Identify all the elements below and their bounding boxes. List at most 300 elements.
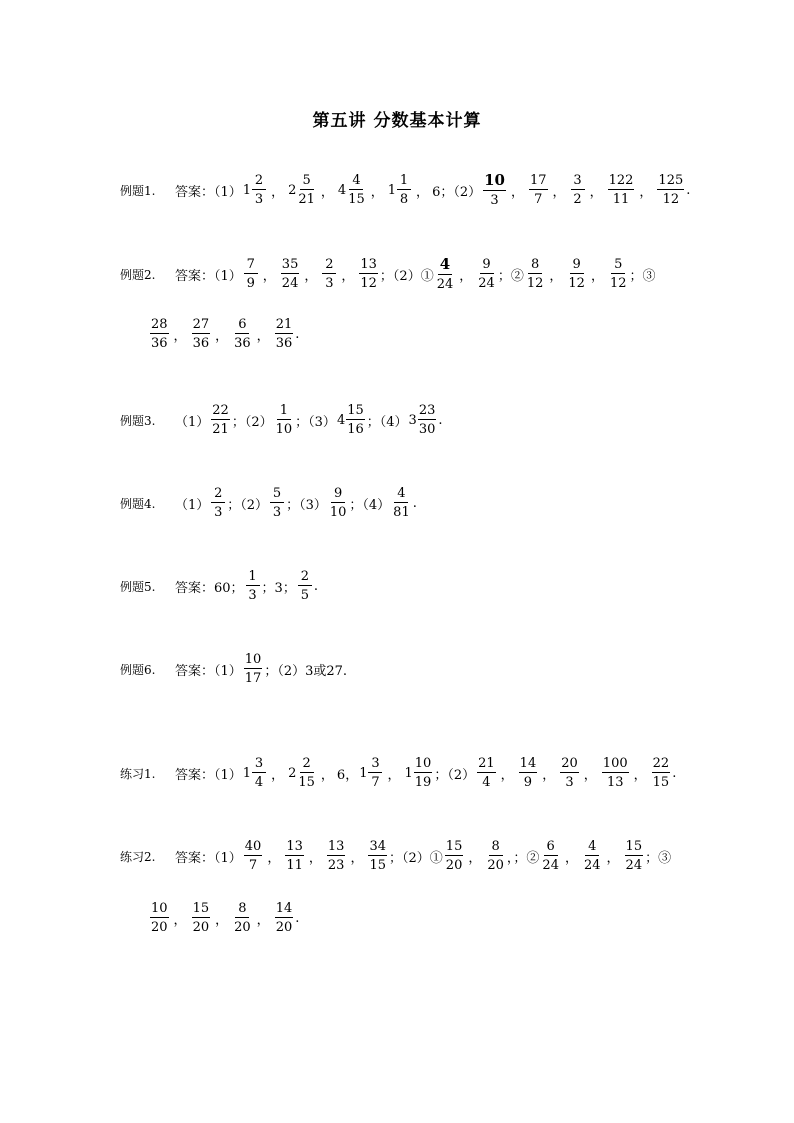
separator: ， — [549, 268, 563, 284]
denominator: 23 — [327, 858, 345, 873]
denominator: 10 — [329, 505, 347, 520]
numerator: 122 — [608, 173, 634, 188]
denominator: 7 — [371, 775, 380, 790]
numerator: 23 — [418, 403, 436, 418]
fraction-stack — [414, 757, 433, 789]
mixed-number — [242, 174, 268, 206]
answer-text: 答案：（1） — [175, 767, 242, 783]
denominator: 12 — [360, 276, 377, 291]
denominator: 12 — [568, 276, 585, 291]
fraction — [434, 257, 457, 291]
numerator: 21 — [275, 317, 293, 332]
numerator: 3 — [252, 757, 266, 773]
answer-text: ；（2） — [434, 767, 476, 783]
answer-text: . — [295, 326, 300, 342]
mixed-number — [242, 757, 268, 789]
fraction-stack — [571, 174, 585, 206]
fraction-stack — [252, 757, 266, 789]
denominator: 10 — [275, 422, 293, 437]
answer-text: . — [295, 910, 300, 926]
fraction-stack — [281, 258, 300, 290]
fraction-stack — [359, 258, 378, 290]
numerator: 40 — [244, 839, 262, 854]
answer-text: ；（2） — [231, 414, 273, 430]
separator: ， — [271, 184, 285, 200]
fraction — [607, 258, 630, 290]
fraction-stack — [329, 487, 348, 519]
numerator: 3 — [571, 174, 585, 190]
denominator: 20 — [445, 858, 463, 873]
numerator: 9 — [480, 258, 494, 274]
fraction — [244, 570, 262, 602]
mixed-number — [287, 757, 318, 789]
fraction-stack — [608, 174, 635, 206]
answer-text: 答案：（1） — [175, 850, 242, 866]
denominator: 21 — [298, 192, 315, 207]
numerator: 100 — [602, 756, 628, 771]
answer-text: ；（2） — [227, 497, 269, 513]
mixed-number — [358, 757, 384, 789]
fraction-stack — [211, 487, 225, 519]
answer-text: ；（3） — [286, 497, 327, 513]
mixed-number — [387, 174, 413, 206]
answer-line — [120, 400, 443, 440]
denominator: 3 — [272, 505, 282, 520]
numerator: 2 — [211, 487, 225, 503]
fraction-stack — [657, 174, 684, 206]
separator: ， — [590, 268, 604, 284]
fraction — [581, 840, 604, 872]
whole-part: 1 — [242, 765, 252, 781]
fraction-stack — [298, 570, 312, 602]
denominator: 36 — [234, 336, 251, 351]
answer-text: ；（2）① — [389, 850, 443, 866]
mixed-number — [408, 404, 439, 436]
denominator: 24 — [542, 858, 559, 873]
problem-label: 练习1. — [120, 766, 156, 781]
numerator: 15 — [445, 839, 463, 854]
answer-line — [120, 254, 656, 294]
numerator: 5 — [611, 258, 625, 274]
fraction — [242, 258, 260, 290]
fraction-stack — [368, 840, 387, 872]
answer-line — [120, 649, 347, 689]
answer-line-continuation — [148, 898, 299, 938]
fraction-stack — [285, 840, 304, 872]
fraction — [209, 487, 227, 519]
numerator: 20 — [561, 756, 578, 771]
separator: ， — [173, 912, 187, 928]
fraction — [231, 318, 254, 350]
problem-label: 练习2. — [120, 849, 156, 864]
denominator: 11 — [286, 858, 303, 873]
fraction — [242, 653, 265, 685]
fraction-stack — [347, 174, 366, 206]
separator: ， — [606, 850, 620, 866]
whole-part: 2 — [288, 765, 297, 781]
numerator: 2 — [300, 757, 314, 773]
separator: ， — [215, 912, 229, 928]
fraction-stack — [297, 757, 316, 789]
denominator: 24 — [478, 276, 495, 291]
problem-label: 例题4. — [120, 496, 156, 511]
denominator: 36 — [275, 336, 293, 351]
fraction-stack — [246, 570, 260, 602]
separator: ， — [271, 767, 285, 783]
fraction-stack — [297, 174, 316, 206]
answer-line — [120, 483, 417, 523]
fraction — [273, 404, 296, 436]
fraction-stack — [327, 840, 346, 872]
numerator: 17 — [530, 173, 547, 188]
separator: ， — [350, 850, 364, 866]
numerator: 22 — [652, 756, 670, 771]
fraction — [327, 487, 350, 519]
denominator: 24 — [436, 277, 454, 292]
separator: ， — [370, 184, 384, 200]
answer-text: ；（2）3或27. — [264, 663, 348, 679]
fraction-stack — [192, 318, 211, 350]
separator: ， — [564, 850, 578, 866]
fraction-stack — [244, 653, 263, 685]
fraction-stack — [436, 257, 455, 291]
fraction — [475, 258, 498, 290]
whole-part: 2 — [288, 182, 297, 198]
fraction-stack — [322, 258, 336, 290]
fraction — [539, 840, 562, 872]
answer-text: . — [672, 765, 677, 781]
numerator: 10 — [151, 901, 168, 916]
answer-text: . — [412, 495, 417, 511]
fraction — [517, 757, 540, 789]
mixed-number — [337, 174, 368, 206]
numerator: 8 — [235, 902, 249, 918]
whole-part: 4 — [336, 412, 346, 428]
fraction-stack — [483, 173, 506, 207]
denominator: 20 — [275, 920, 293, 935]
whole-part: 1 — [242, 182, 252, 198]
denominator: 19 — [414, 775, 432, 790]
separator: ， — [633, 767, 647, 783]
denominator: 81 — [393, 505, 410, 520]
fraction-stack — [211, 404, 230, 436]
fraction-stack — [418, 404, 437, 436]
answer-line — [120, 836, 671, 876]
whole-part: 4 — [337, 182, 347, 198]
fraction-stack — [486, 840, 505, 872]
numerator: 4 — [585, 840, 599, 856]
answer-text: ；② — [497, 268, 524, 284]
fraction-stack — [652, 757, 671, 789]
fraction-stack — [270, 487, 284, 519]
separator: ， — [500, 767, 514, 783]
numerator: 3 — [368, 757, 382, 773]
fraction — [524, 258, 547, 290]
numerator: 14 — [519, 756, 537, 771]
numerator: 35 — [281, 257, 299, 272]
fraction-stack — [244, 840, 263, 872]
denominator: 15 — [652, 775, 670, 790]
fraction — [209, 404, 232, 436]
denominator: 7 — [248, 858, 258, 873]
denominator: 30 — [418, 422, 436, 437]
fraction — [190, 318, 213, 350]
whole-part: 1 — [359, 765, 368, 781]
fraction — [569, 174, 587, 206]
numerator: 2 — [298, 570, 312, 586]
fraction-stack — [150, 902, 169, 934]
fraction — [650, 757, 673, 789]
fraction-stack — [477, 757, 496, 789]
fraction — [320, 258, 338, 290]
denominator: 15 — [348, 192, 365, 207]
fraction-stack — [275, 404, 294, 436]
numerator: 5 — [270, 487, 284, 503]
denominator: 11 — [612, 192, 630, 207]
fraction — [190, 902, 213, 934]
separator: ， — [256, 328, 270, 344]
separator: ， — [589, 184, 603, 200]
numerator: 125 — [658, 173, 684, 188]
numerator: 34 — [369, 839, 387, 854]
answer-text: 答案：（1） — [175, 184, 242, 200]
fraction — [231, 902, 254, 934]
fraction-stack — [392, 487, 411, 519]
fraction — [558, 757, 581, 789]
fraction-stack — [192, 902, 211, 934]
numerator: 4 — [349, 174, 363, 190]
answer-text: 答案：（1） — [175, 663, 242, 679]
fraction-stack — [244, 258, 258, 290]
separator: ， — [267, 850, 281, 866]
mixed-number — [336, 404, 367, 436]
fraction — [390, 487, 413, 519]
answer-text: ；（4） — [349, 497, 391, 513]
separator: ， — [173, 328, 187, 344]
fraction-stack — [397, 174, 411, 206]
numerator: 22 — [212, 403, 229, 418]
numerator: 1 — [246, 570, 260, 586]
numerator: 14 — [275, 901, 293, 916]
fraction — [273, 902, 296, 934]
answer-text: ；（3） — [295, 414, 336, 430]
denominator: 3 — [214, 505, 223, 520]
denominator: 12 — [609, 276, 627, 291]
denominator: 4 — [482, 775, 491, 790]
fraction — [481, 173, 508, 207]
fraction-stack — [529, 174, 548, 206]
problem-label: 例题3. — [120, 413, 156, 428]
denominator: 24 — [281, 276, 299, 291]
fraction — [296, 570, 314, 602]
denominator: 12 — [526, 276, 544, 291]
separator: ， — [320, 767, 334, 783]
denominator: 9 — [246, 276, 255, 291]
answer-line — [120, 566, 318, 606]
numerator: 9 — [331, 487, 345, 503]
answer-text: （1） — [175, 497, 210, 513]
denominator: 5 — [300, 588, 309, 603]
numerator: 28 — [151, 317, 168, 332]
whole-part: 1 — [404, 765, 413, 781]
fraction-stack — [252, 174, 266, 206]
fraction — [565, 258, 588, 290]
fraction — [443, 840, 466, 872]
numerator: 10 — [414, 756, 432, 771]
separator: ， — [256, 912, 270, 928]
separator: ， — [510, 184, 524, 200]
separator: ， — [262, 268, 276, 284]
fraction — [242, 840, 265, 872]
numerator: 5 — [300, 174, 314, 190]
fraction-stack — [609, 258, 628, 290]
denominator: 21 — [212, 422, 229, 437]
fraction — [484, 840, 507, 872]
answer-text: ，；② — [506, 850, 540, 866]
numerator: 4 — [439, 255, 451, 273]
answer-text: 答案：60； — [175, 580, 244, 596]
fraction-stack — [477, 258, 496, 290]
separator: ， — [416, 184, 430, 200]
answer-line — [120, 753, 676, 793]
fraction-stack — [368, 757, 382, 789]
fraction-stack — [583, 840, 602, 872]
separator: ， — [552, 184, 566, 200]
fraction — [475, 757, 498, 789]
denominator: 3 — [254, 192, 264, 207]
fraction-stack — [233, 318, 252, 350]
denominator: 3 — [248, 588, 257, 603]
numerator: 21 — [478, 756, 495, 771]
fraction-stack — [519, 757, 538, 789]
answer-line — [120, 170, 690, 210]
denominator: 15 — [369, 858, 387, 873]
fraction-stack — [541, 840, 560, 872]
denominator: 4 — [254, 775, 264, 790]
fraction-stack — [346, 404, 365, 436]
fraction — [655, 174, 686, 206]
answer-text: ；（2）① — [379, 268, 434, 284]
numerator: 1 — [277, 404, 291, 420]
separator: ， — [304, 268, 318, 284]
numerator: 10 — [484, 171, 505, 189]
denominator: 9 — [523, 775, 533, 790]
page-title: 第五讲 分数基本计算 — [312, 111, 482, 131]
separator: ， — [542, 767, 556, 783]
denominator: 15 — [298, 775, 315, 790]
denominator: 36 — [192, 336, 210, 351]
numerator: 1 — [397, 174, 411, 190]
numerator: 13 — [360, 257, 377, 272]
numerator: 15 — [347, 403, 364, 418]
numerator: 9 — [570, 258, 584, 274]
fraction-stack — [275, 902, 294, 934]
separator: ， — [387, 767, 401, 783]
answer-text: ；③ — [645, 850, 672, 866]
problem-label: 例题1. — [120, 183, 156, 198]
separator: ， — [308, 850, 322, 866]
answer-text: 答案：（1） — [175, 268, 242, 284]
problem-label: 例题5. — [120, 579, 156, 594]
denominator: 24 — [583, 858, 601, 873]
fraction-stack — [560, 757, 579, 789]
denominator: 13 — [606, 775, 624, 790]
answer-text: 6， — [336, 767, 359, 783]
numerator: 6 — [544, 840, 558, 856]
fraction — [325, 840, 348, 872]
denominator: 2 — [573, 192, 582, 207]
fraction-stack — [150, 318, 169, 350]
answer-text: . — [438, 412, 443, 428]
fraction — [600, 757, 631, 789]
denominator: 24 — [625, 858, 643, 873]
separator: ， — [583, 767, 597, 783]
denominator: 12 — [662, 192, 680, 207]
fraction-stack — [602, 757, 629, 789]
numerator: 13 — [327, 839, 345, 854]
denominator: 20 — [487, 858, 504, 873]
numerator: 27 — [192, 317, 210, 332]
denominator: 7 — [534, 192, 543, 207]
numerator: 7 — [244, 258, 258, 274]
numerator: 8 — [528, 258, 542, 274]
problem-label: 例题2. — [120, 267, 156, 282]
answer-text: 6；（2） — [432, 184, 482, 200]
fraction-stack — [275, 318, 294, 350]
fraction — [273, 318, 296, 350]
numerator: 2 — [252, 174, 266, 190]
numerator: 6 — [235, 318, 249, 334]
numerator: 10 — [244, 652, 262, 667]
separator: ， — [639, 184, 653, 200]
separator: ， — [459, 268, 473, 284]
answer-text: ；③ — [629, 268, 656, 284]
fraction-stack — [625, 840, 644, 872]
answer-text: ；3； — [261, 580, 296, 596]
denominator: 20 — [234, 920, 251, 935]
separator: ， — [341, 268, 355, 284]
denominator: 3 — [490, 193, 499, 208]
numerator: 2 — [322, 258, 336, 274]
fraction — [148, 902, 171, 934]
denominator: 8 — [399, 192, 409, 207]
problem-label: 例题6. — [120, 662, 156, 677]
separator: ， — [215, 328, 229, 344]
fraction — [366, 840, 389, 872]
denominator: 36 — [151, 336, 168, 351]
mixed-number — [287, 174, 318, 206]
denominator: 17 — [244, 671, 262, 686]
numerator: 15 — [625, 839, 643, 854]
fraction — [268, 487, 286, 519]
fraction — [623, 840, 646, 872]
fraction — [148, 318, 171, 350]
whole-part: 3 — [408, 412, 417, 428]
answer-line-continuation — [148, 314, 299, 354]
numerator: 4 — [394, 487, 408, 503]
denominator: 16 — [347, 422, 364, 437]
fraction — [279, 258, 302, 290]
answer-text: ；（4） — [366, 414, 408, 430]
fraction-stack — [526, 258, 545, 290]
answer-text: （1） — [175, 414, 210, 430]
answer-text: . — [313, 578, 318, 594]
answer-text: . — [686, 182, 691, 198]
fraction-stack — [233, 902, 252, 934]
mixed-number — [404, 757, 435, 789]
fraction — [357, 258, 380, 290]
fraction — [606, 174, 637, 206]
